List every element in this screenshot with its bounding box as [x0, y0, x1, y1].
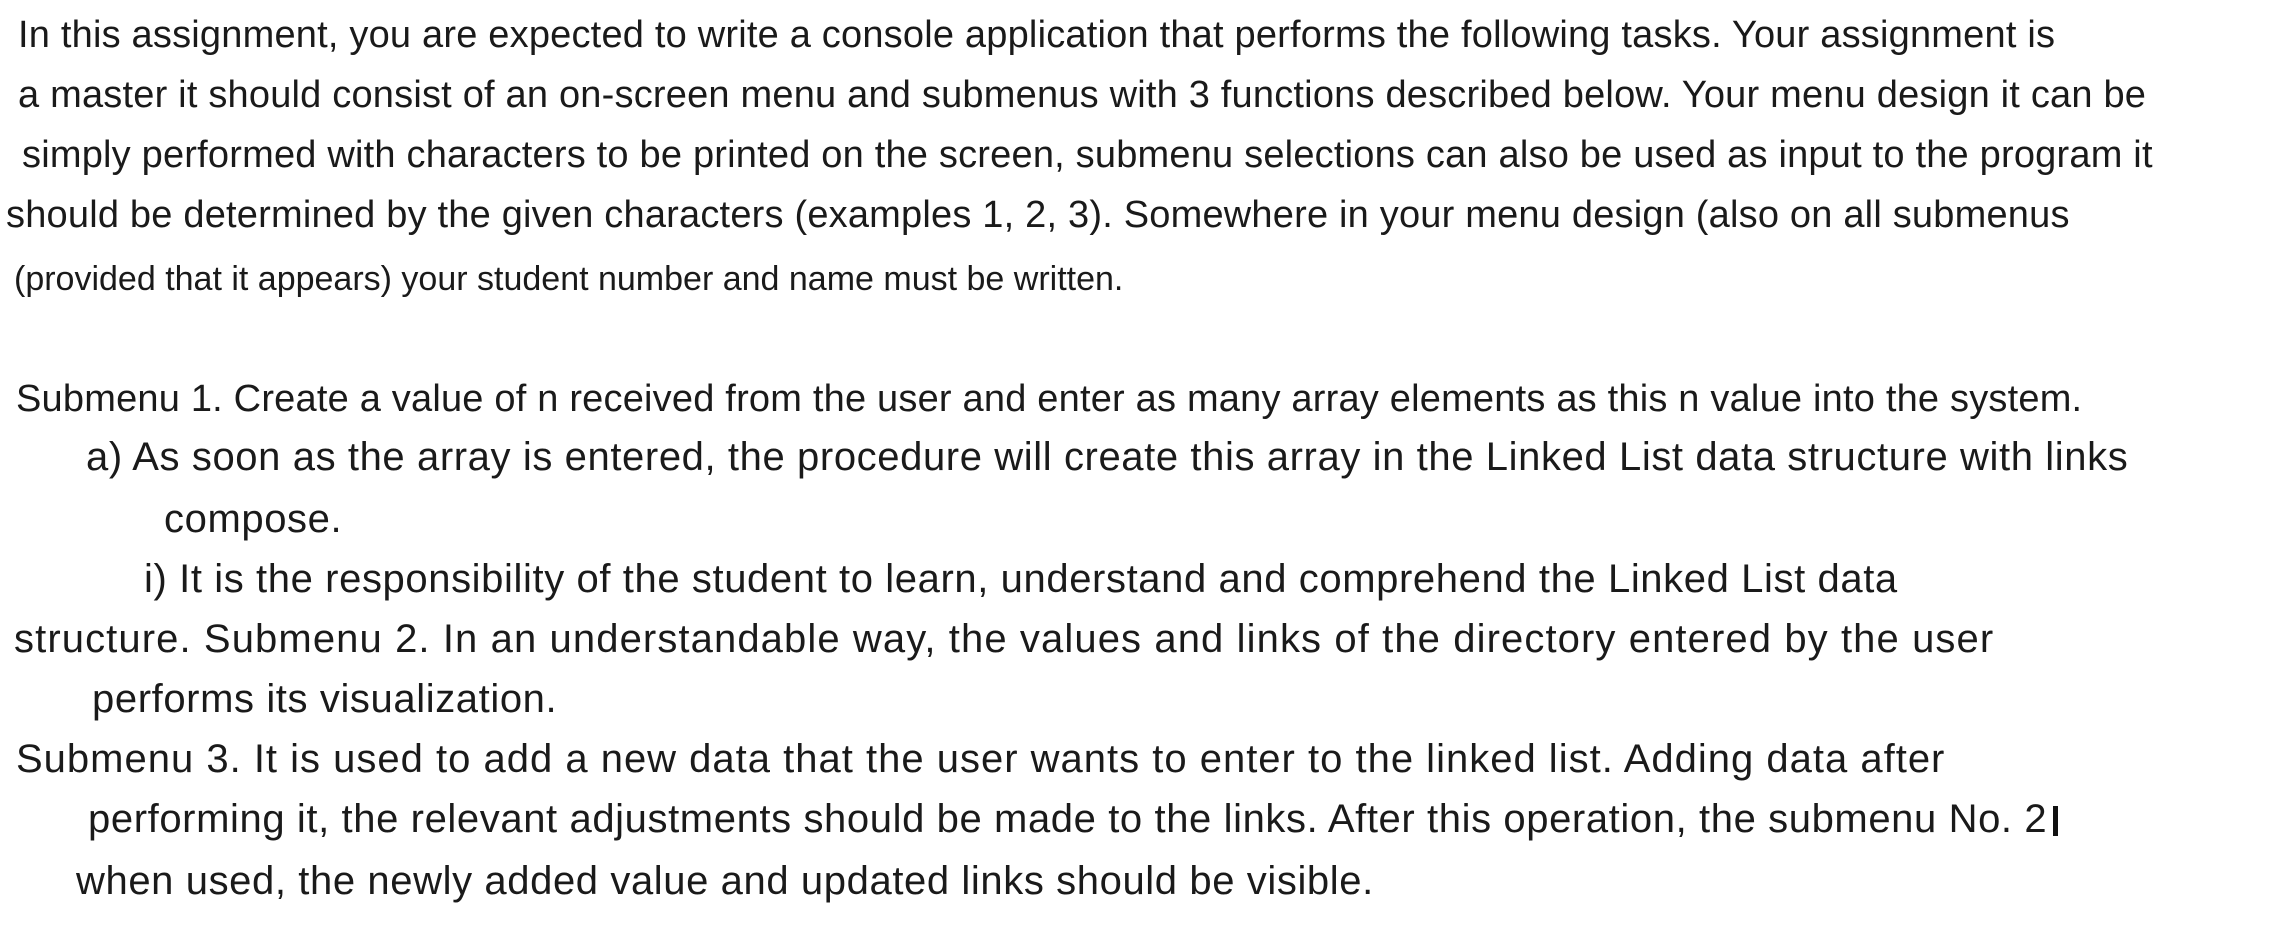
intro-line-1: In this assignment, you are expected to write a console application that performs the following tasks. Your assignment is: [18, 14, 2056, 56]
submenu3-line: Submenu 3. It is used to add a new data that the user wants to enter to the linked list. Adding data after: [16, 737, 1946, 781]
intro-line-2: a master it should consist of an on-screen menu and submenus with 3 functions described below. Your menu design it can be: [18, 74, 2147, 116]
intro-line-3: simply performed with characters to be printed on the screen, submenu selections can also be used as input to the program it: [22, 134, 2153, 176]
submenu3-cont1-wrap: [88, 796, 2058, 842]
submenu2-cont: performs its visualization.: [92, 677, 558, 721]
submenu3-cont1: performing it, the relevant adjustments should be made to the links. After this operation, the submenu No. 2: [88, 797, 2048, 841]
intro-line-5: (provided that it appears) your student number and name must be written.: [14, 260, 1124, 298]
submenu1-item-i: i) It is the responsibility of the student to learn, understand and comprehend the Linked List data: [144, 557, 1898, 601]
submenu3-cont2: when used, the newly added value and updated links should be visible.: [76, 859, 1374, 903]
submenu1-line: Submenu 1. Create a value of n received from the user and enter as many array elements as this n value into the system.: [16, 378, 2083, 420]
submenu1-item-a-cont: compose.: [164, 497, 343, 541]
intro-line-4: should be determined by the given characters (examples 1, 2, 3). Somewhere in your menu design (also on all submenus: [6, 194, 2070, 236]
text-cursor: [2053, 806, 2058, 836]
submenu1-item-a: a) As soon as the array is entered, the procedure will create this array in the Linked List data structure with links: [86, 435, 2129, 479]
submenu2-line: structure. Submenu 2. In an understandable way, the values and links of the directory entered by the user: [14, 617, 1995, 661]
